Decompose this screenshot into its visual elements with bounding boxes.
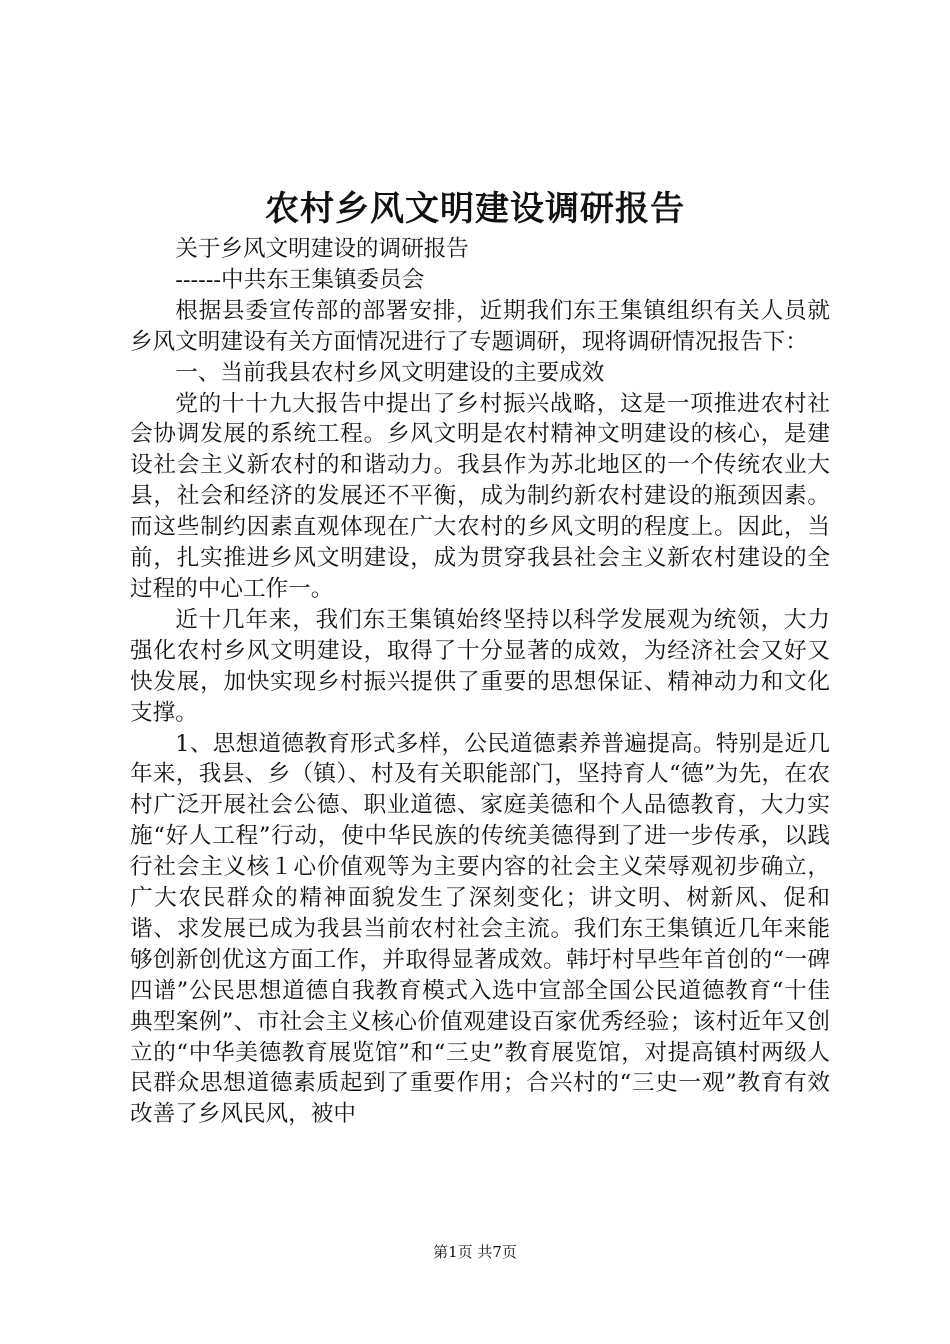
- document-body: [130, 234, 830, 1130]
- paragraph-intro: 根据县委宣传部的部署安排，近期我们东王集镇组织有关人员就乡风文明建设有关方面情况进行了专题调研，现将调研情况报告下：: [130, 297, 830, 355]
- document-subtitle: 关于乡风文明建设的调研报告: [175, 236, 469, 262]
- paragraph-achievements: 近十几年来，我们东王集镇始终坚持以科学发展观为统领，大力强化农村乡风文明建设，取得了十分显著的成效，为经济社会又好又快发展，加快实现乡村振兴提供了重要的思想保证、精神动力和文化支撑。: [130, 606, 830, 726]
- section-heading-1: 一、当前我县农村乡风文明建设的主要成效: [175, 359, 605, 386]
- paragraph-moral-education: 1、思想道德教育形式多样，公民道德素养普遍提高。特别是近几年来，我县、乡（镇）、村及有关职能部门，坚持育人“德”为先，在农村广泛开展社会公德、职业道德、家庭美德和个人品德教育，大力实施“好人工程”行动，使中华民族的传统美德得到了进一步传承，以践行社会主义核１心价值观等为主要内容的社会主义荣辱观初步确立，广大农民群众的精神面貌发生了深刻变化；讲文明、树新风、促和谐、求发展已成为我县当前农村社会主流。我们东王集镇近几年来能够创新创优这方面工作，并取得显著成效。韩圩村早些年首创的“一碑四谱”公民思想道德自我教育模式入选中宣部全国公民道德教育“十佳典型案例”、市社会主义核心价值观建设百家优秀经验；该村近年又创立的“中华美德教育展览馆”和“三史”教育展览馆，对提高镇村两级人民群众思想道德素质起到了重要作用；合兴村的“三史一观”教育有效改善了乡风民风，被中: [130, 730, 830, 1128]
- document-author: ------中共东王集镇委员会: [175, 266, 425, 293]
- document-title: 农村乡风文明建设调研报告: [265, 189, 685, 229]
- paragraph-strategy: 党的十十九大报告中提出了乡村振兴战略，这是一项推进农村社会协调发展的系统工程。乡风文明是农村精神文明建设的核心，是建设社会主义新农村的和谐动力。我县作为苏北地区的一个传统农业大县，社会和经济的发展还不平衡，成为制约新农村建设的瓶颈因素。而这些制约因素直观体现在广大农村的乡风文明的程度上。因此，当前，扎实推进乡风文明建设，成为贯穿我县社会主义新农村建设的全过程的中心工作一。: [130, 390, 830, 602]
- page-number: 第1页 共7页: [433, 1243, 517, 1261]
